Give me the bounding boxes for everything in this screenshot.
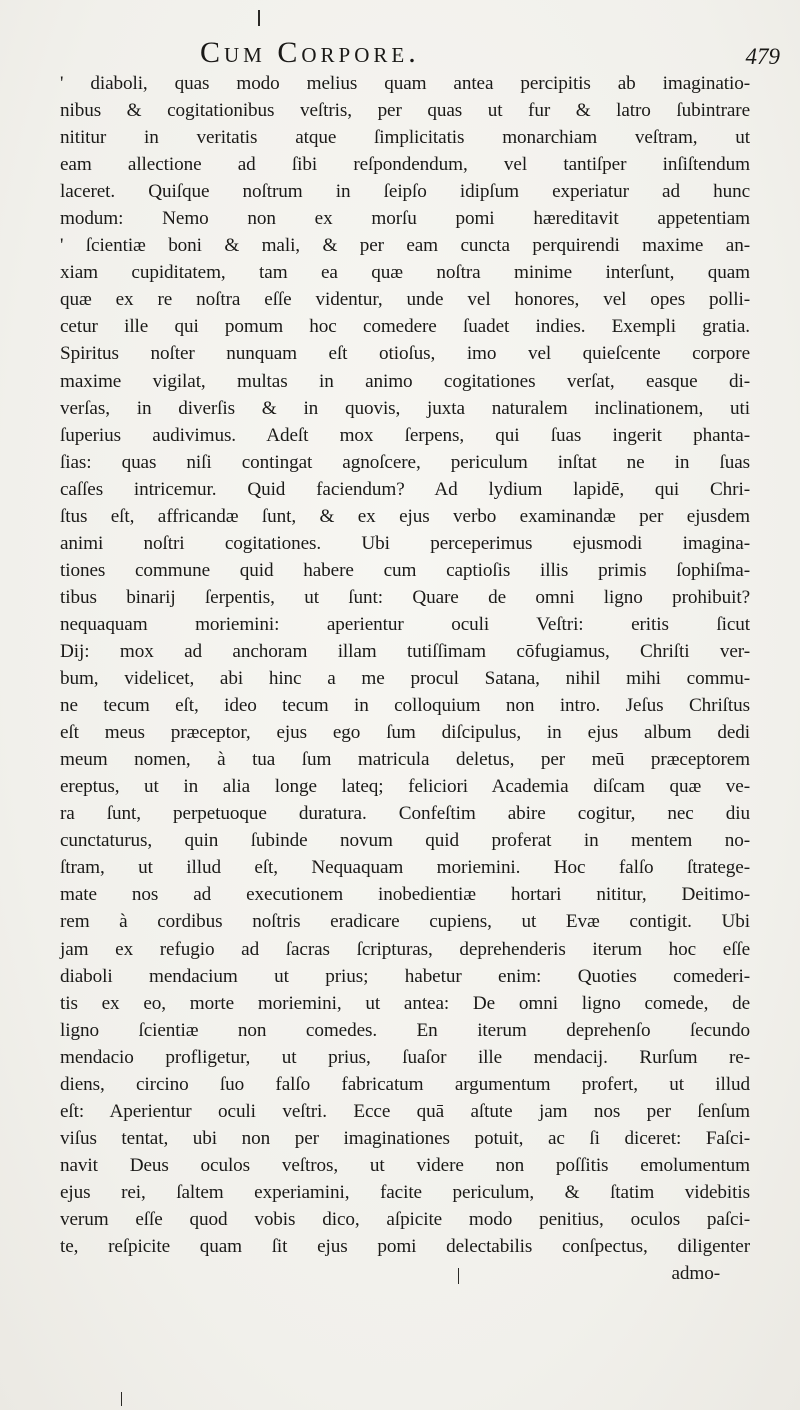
text-line: tiones commune quid habere cum captioſis illis primis ſophiſma- — [60, 559, 750, 581]
text-line: eſt: Aperientur oculi veſtri. Ecce quā aſtute jam nos per ſenſum — [60, 1100, 750, 1122]
text-line: maxime vigilat, multas in animo cogitationes verſat, easque di- — [60, 370, 750, 392]
text-line: ' diaboli, quas modo melius quam antea percipitis ab imaginatio- — [60, 73, 750, 94]
text-line: eam allectione ad ſibi reſpondendum, vel tantiſper inſiſtendum — [60, 154, 750, 176]
running-head-title: Cum Corpore. — [200, 36, 420, 69]
text-line: tibus binarij ſerpentis, ut ſunt: Quare de omni ligno prohibuit? — [60, 586, 750, 608]
scan-speck — [121, 1392, 122, 1406]
scan-speck — [458, 1268, 459, 1284]
text-line: bum, videlicet, abi hinc a me procul Satana, nihil mihi commu- — [60, 668, 750, 690]
text-line: diens, circino ſuo falſo fabricatum argumentum profert, ut illud — [60, 1073, 750, 1095]
text-line: Dij: mox ad anchoram illam tutiſſimam cōfugiamus, Chriſti ver- — [60, 640, 750, 662]
text-line: ligno ſcientiæ non comedes. En iterum deprehenſo ſecundo — [60, 1019, 750, 1041]
text-line: animi noſtri cogitationes. Ubi perceperimus ejusmodi imagina- — [60, 532, 750, 554]
text-line: modum: Nemo non ex morſu pomi hæreditavit appetentiam — [60, 208, 750, 230]
text-line: rem à cordibus noſtris eradicare cupiens, ut Evæ contigit. Ubi — [60, 911, 750, 933]
text-line: cunctaturus, quin ſubinde novum quid proferat in mentem no- — [60, 830, 750, 852]
text-line: meum nomen, à tua ſum matricula deletus, per meū præceptorem — [60, 749, 750, 771]
scan-speck — [258, 10, 260, 26]
text-line: viſus tentat, ubi non per imaginationes potuit, ac ſi diceret: Faſci- — [60, 1127, 750, 1149]
text-line: ejus rei, ſaltem experiamini, facite periculum, & ſtatim videbitis — [60, 1181, 750, 1203]
text-line: verſas, in diverſis & in quovis, juxta naturalem inclinationem, uti — [60, 397, 750, 419]
text-line: te, reſpicite quam ſit ejus pomi delectabilis conſpectus, diligenter — [60, 1236, 750, 1258]
text-line: mate nos ad executionem inobedientiæ hortari nititur, Deitimo- — [60, 884, 750, 906]
text-line: nititur in veritatis atque ſimplicitatis monarchiam veſtram, ut — [60, 127, 750, 149]
text-line: diaboli mendacium ut prius; habetur enim: Quoties comederi- — [60, 965, 750, 987]
text-line: mendacio profligetur, ut prius, ſuaſor ille mendacij. Rurſum re- — [60, 1046, 750, 1068]
text-line: verum eſſe quod vobis dico, aſpicite modo penitius, oculos paſci- — [60, 1208, 750, 1230]
text-line: navit Deus oculos veſtros, ut videre non poſſitis emolumentum — [60, 1154, 750, 1176]
text-line: nequaquam moriemini: aperientur oculi Veſtri: eritis ſicut — [60, 613, 750, 635]
text-line: Spiritus noſter nunquam eſt otioſus, imo vel quieſcente corpore — [60, 343, 750, 365]
text-line: ſtram, ut illud eſt, Nequaquam moriemini. Hoc falſo ſtratege- — [60, 857, 750, 879]
catchword: admo- — [671, 1263, 720, 1285]
text-line: caſſes intricemur. Quid faciendum? Ad lydium lapidē, qui Chri- — [60, 478, 750, 500]
text-line: ne tecum eſt, ideo tecum in colloquium non intro. Jeſus Chriſtus — [60, 695, 750, 717]
text-line: ſuperius audivimus. Adeſt mox ſerpens, qui ſuas ingerit phanta- — [60, 424, 750, 446]
text-line: eſt meus præceptor, ejus ego ſum diſcipulus, in ejus album dedi — [60, 722, 750, 744]
text-line: ereptus, ut in alia longe lateq; feliciori Academia diſcam quæ ve- — [60, 776, 750, 798]
text-line: xiam cupiditatem, tam ea quæ noſtra minime interſunt, quam — [60, 262, 750, 284]
text-line: ra ſunt, perpetuoque duratura. Confeſtim abire cogitur, nec diu — [60, 803, 750, 825]
text-line: nibus & cogitationibus veſtris, per quas ut fur & latro ſubintrare — [60, 100, 750, 122]
text-line: tis ex eo, morte moriemini, ut antea: De omni ligno comede, de — [60, 992, 750, 1014]
text-line: jam ex refugio ad ſacras ſcripturas, deprehenderis iterum hoc eſſe — [60, 938, 750, 960]
page-number: 479 — [745, 44, 780, 69]
text-line: quæ ex re noſtra eſſe videntur, unde vel honores, vel opes polli- — [60, 289, 750, 311]
text-line: cetur ille qui pomum hoc comedere ſuadet indies. Exempli gratia. — [60, 316, 750, 338]
text-line: ' ſcientiæ boni & mali, & per eam cuncta perquirendi maxime an- — [60, 235, 750, 257]
text-line: ſtus eſt, affricandæ ſunt, & ex ejus verbo examinandæ per ejusdem — [60, 505, 750, 527]
text-line: laceret. Quiſque noſtrum in ſeipſo idipſum experiatur ad hunc — [60, 181, 750, 203]
text-line: ſias: quas niſi contingat agnoſcere, periculum inſtat ne in ſuas — [60, 451, 750, 473]
body-text — [60, 70, 750, 1287]
